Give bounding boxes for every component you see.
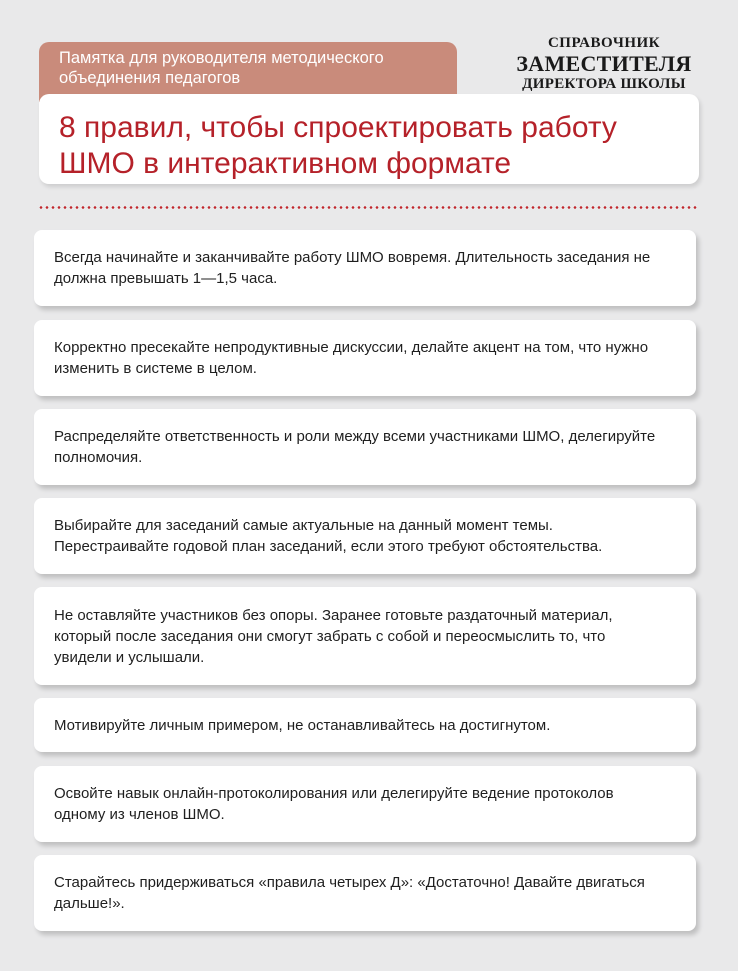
rule-text: Всегда начинайте и заканчивайте работу ШМО вовремя. Длительность заседания не должна превышать 1—1,5 часа. bbox=[54, 249, 651, 287]
rule-text: Мотивируйте личным примером, не останавливайтесь на достигнутом. bbox=[54, 716, 551, 734]
rule-card-8 bbox=[34, 855, 696, 931]
rule-text: Не оставляйте участников без опоры. Заранее готовьте раздаточный материал, который после заседания они смогут забрать с собой и переосмыслить то, что увидели и услышали. bbox=[54, 606, 613, 666]
rule-card-3 bbox=[34, 409, 696, 485]
brand-line-1: СПРАВОЧНИК bbox=[547, 35, 661, 51]
rule-text: Старайтесь придерживаться «правила четырех Д»: «Достаточно! Давайте двигаться дальше!». bbox=[54, 874, 645, 912]
rule-card-5 bbox=[34, 587, 696, 685]
dotted-divider bbox=[38, 206, 698, 209]
rule-text: Корректно пресекайте непродуктивные дискуссии, делайте акцент на том, что нужно изменить в системе в целом. bbox=[54, 339, 649, 377]
rule-card-1 bbox=[34, 230, 696, 306]
rule-card-6 bbox=[34, 698, 696, 752]
memo-subtitle-tab bbox=[39, 42, 457, 102]
rule-card-7 bbox=[34, 766, 696, 842]
memo-subtitle: Памятка для руководителя методического объединения педагогов bbox=[59, 49, 384, 87]
brand-line-2: ЗАМЕСТИТЕЛЯ bbox=[516, 51, 692, 76]
rule-text: Выбирайте для заседаний самые актуальные на данный момент темы. Перестраивайте годовой план заседаний, если этого требуют обстоятельства. bbox=[54, 517, 603, 555]
rule-text: Освойте навык онлайн-протоколирования или делегируйте ведение протоколов одному из членов ШМО. bbox=[54, 785, 614, 823]
rule-text: Распределяйте ответственность и роли между всеми участниками ШМО, делегируйте полномочия. bbox=[54, 428, 656, 466]
brand-logo bbox=[504, 36, 704, 92]
rule-card-2 bbox=[34, 320, 696, 396]
page-title: 8 правил, чтобы спроектировать работу ШМО в интерактивном формате bbox=[59, 111, 617, 180]
rule-card-4 bbox=[34, 498, 696, 574]
page-title-box bbox=[39, 94, 699, 184]
brand-line-3: ДИРЕКТОРА ШКОЛЫ bbox=[522, 76, 686, 92]
